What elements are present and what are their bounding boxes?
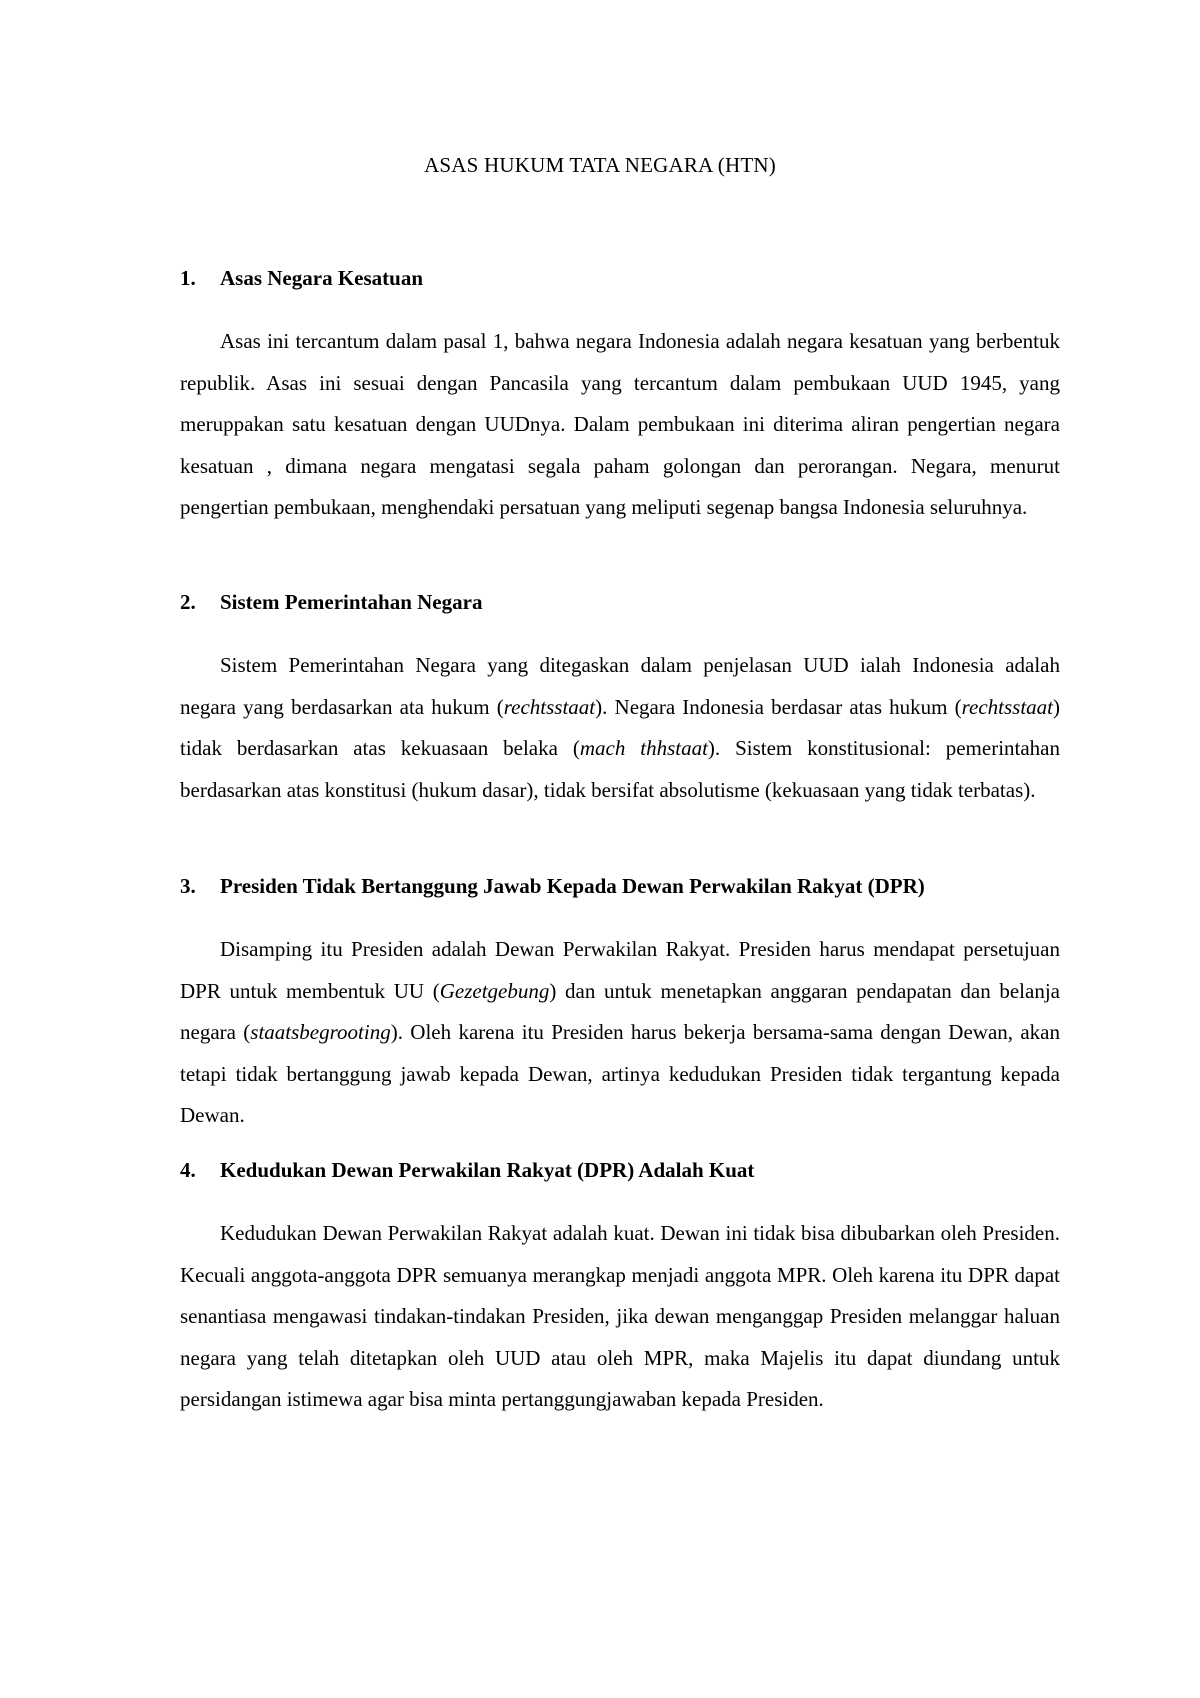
section-heading	[180, 263, 1060, 293]
section-number: 2.	[180, 590, 196, 614]
section-title: Sistem Pemerintahan Negara	[220, 590, 483, 614]
section-heading	[180, 587, 1060, 617]
italic-term: staatsbegrooting	[250, 1020, 391, 1044]
paragraph-text: ). Sistem konstitusional: pemerintahan berdasarkan atas konstitusi (hukum dasar), tidak bersifat absolutisme (kekuasaan yang tidak terbatas).	[180, 736, 1061, 802]
section-heading	[180, 871, 1060, 901]
paragraph-text: ) dan untuk menetapkan anggaran pendapatan dan belanja negara (	[180, 978, 1060, 1044]
paragraph-text: ). Oleh karena itu Presiden harus bekerja bersama-sama dengan Dewan, akan tetapi tidak bertanggung jawab kepada Dewan, artinya kedudukan Presiden tidak tergantung kepada Dewan.	[180, 1020, 1060, 1127]
section-paragraph	[180, 645, 1060, 811]
section-title: Presiden Tidak Bertanggung Jawab Kepada Dewan Perwakilan Rakyat (DPR)	[220, 874, 925, 898]
paragraph-text: Disamping itu Presiden adalah Dewan Perwakilan Rakyat. Presiden harus mendapat persetujuan DPR untuk membentuk UU (	[180, 937, 1060, 1003]
section-3	[180, 871, 1060, 1137]
section-heading	[180, 1155, 1060, 1185]
paragraph-text: Sistem Pemerintahan Negara yang ditegaskan dalam penjelasan UUD ialah Indonesia adalah negara yang berdasarkan ata hukum (	[180, 653, 1060, 719]
section-paragraph	[180, 929, 1060, 1137]
italic-term: rechtsstaat	[503, 694, 596, 719]
section-number: 1.	[180, 266, 196, 290]
section-1	[180, 263, 1060, 529]
italic-term: mach thhstaat	[579, 736, 708, 760]
section-number: 4.	[180, 1158, 196, 1182]
italic-term: rechtsstaat	[961, 694, 1053, 719]
section-title: Asas Negara Kesatuan	[220, 266, 423, 290]
document-title: ASAS HUKUM TATA NEGARA (HTN)	[424, 153, 776, 177]
section-paragraph: Kedudukan Dewan Perwakilan Rakyat adalah kuat. Dewan ini tidak bisa dibubarkan oleh Presiden. Kecuali anggota-anggota DPR semuanya merangkap menjadi anggota MPR. Oleh karena itu DPR dapat senantiasa mengawasi tindakan-tindakan Presiden, jika dewan menganggap Presiden melanggar haluan negara yang telah ditetapkan oleh UUD atau oleh MPR, maka Majelis itu dapat diundang untuk persidangan istimewa agar bisa minta pertanggungjawaban kepada Presiden.	[180, 1221, 1060, 1411]
paragraph-text: ) tidak berdasarkan atas kekuasaan belaka (	[180, 694, 1060, 760]
italic-term: Gezetgebung	[439, 978, 550, 1003]
paragraph-text: ). Negara Indonesia berdasar atas hukum (	[595, 694, 962, 719]
section-4	[180, 1155, 1060, 1421]
section-2	[180, 587, 1060, 811]
section-paragraph: Asas ini tercantum dalam pasal 1, bahwa negara Indonesia adalah negara kesatuan yang berbentuk republik. Asas ini sesuai dengan Pancasila yang tercantum dalam pembukaan UUD 1945, yang meruppakan satu kesatuan dengan UUDnya. Dalam pembukaan ini diterima aliran pengertian negara kesatuan , dimana negara mengatasi segala paham golongan dan perorangan. Negara, menurut pengertian pembukaan, menghendaki persatuan yang meliputi segenap bangsa Indonesia seluruhnya.	[180, 329, 1060, 519]
section-title: Kedudukan Dewan Perwakilan Rakyat (DPR) Adalah Kuat	[220, 1158, 755, 1182]
section-number: 3.	[180, 874, 196, 898]
